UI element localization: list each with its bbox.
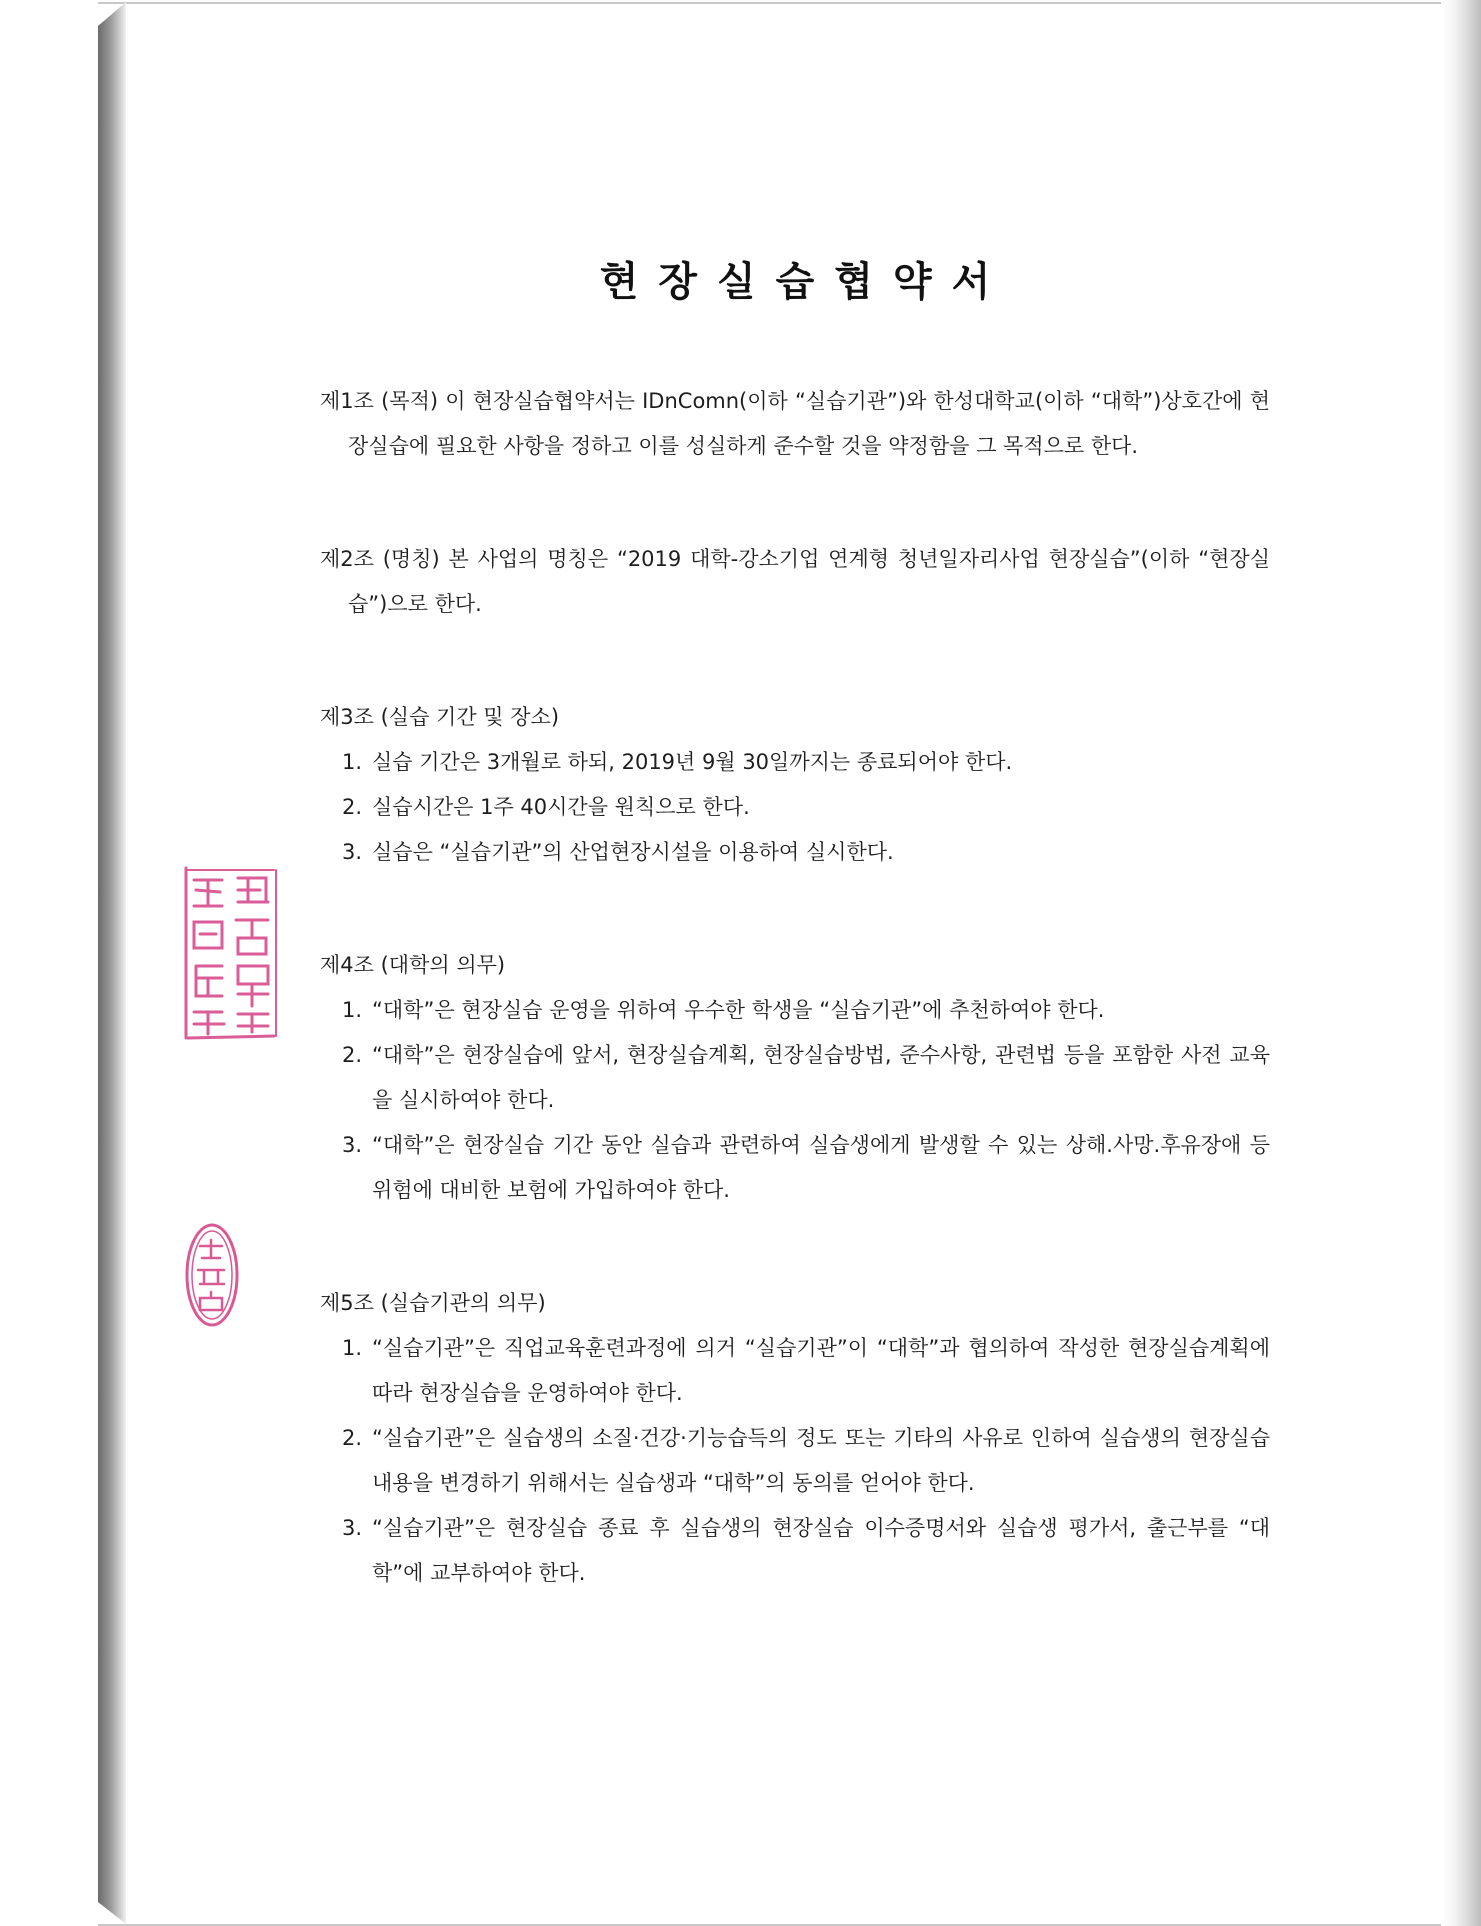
- article-5-items: [320, 1326, 1270, 1596]
- article-5: [320, 1281, 1270, 1596]
- article-3-heading: 제3조 (실습 기간 및 장소): [320, 705, 560, 729]
- article-5-heading: 제5조 (실습기관의 의무): [320, 1291, 546, 1315]
- document-body: [320, 250, 1270, 1664]
- square-seal-stamp-icon: [182, 866, 280, 1042]
- document-title: 현장실습협약서: [599, 259, 1011, 305]
- round-seal-stamp-icon: [184, 1222, 240, 1328]
- list-item: 3. 실습은 “실습기관”의 산업현장시설을 이용하여 실시한다.: [342, 840, 894, 864]
- article-3: [320, 695, 1270, 875]
- article-1-text: 제1조 (목적) 이 현장실습협약서는 IDnComn(이하 “실습기관”)와 한성대학교(이하 “대학”)상호간에 현장실습에 필요한 사항을 정하고 이를 성실하게 준수할 것을 약정함을 그 목적으로 한다.: [320, 389, 1270, 458]
- list-item: 2. “대학”은 현장실습에 앞서, 현장실습계획, 현장실습방법, 준수사항, 관련법 등을 포함한 사전 교육을 실시하여야 한다.: [342, 1043, 1270, 1112]
- article-4: [320, 943, 1270, 1213]
- list-item: 3. “실습기관”은 현장실습 종료 후 실습생의 현장실습 이수증명서와 실습생 평가서, 출근부를 “대학”에 교부하여야 한다.: [342, 1516, 1270, 1585]
- article-2: [320, 537, 1270, 627]
- page-right-edge-shadow: [1441, 0, 1481, 1926]
- list-item: 2. “실습기관”은 실습생의 소질·건강·기능습득의 정도 또는 기타의 사유로 인하여 실습생의 현장실습내용을 변경하기 위해서는 실습생과 “대학”의 동의를 얻어야 한다.: [342, 1426, 1270, 1495]
- article-1: [320, 379, 1270, 469]
- list-item: 3. “대학”은 현장실습 기간 동안 실습과 관련하여 실습생에게 발생할 수 있는 상해.사망.후유장애 등 위험에 대비한 보험에 가입하여야 한다.: [342, 1133, 1270, 1202]
- list-item: 2. 실습시간은 1주 40시간을 원칙으로 한다.: [342, 795, 750, 819]
- page-left-edge-shadow: [98, 2, 126, 1924]
- list-item: 1. “대학”은 현장실습 운영을 위하여 우수한 학생을 “실습기관”에 추천하여야 한다.: [342, 998, 1105, 1022]
- article-4-heading: 제4조 (대학의 의무): [320, 953, 506, 977]
- list-item: 1. “실습기관”은 직업교육훈련과정에 의거 “실습기관”이 “대학”과 협의하여 작성한 현장실습계획에 따라 현장실습을 운영하여야 한다.: [342, 1336, 1270, 1405]
- article-3-items: [320, 740, 1270, 875]
- article-4-items: [320, 988, 1270, 1213]
- list-item: 1. 실습 기간은 3개월로 하되, 2019년 9월 30일까지는 종료되어야 한다.: [342, 750, 1013, 774]
- article-2-text: 제2조 (명칭) 본 사업의 명칭은 “2019 대학-강소기업 연계형 청년일자리사업 현장실습”(이하 “현장실습”)으로 한다.: [320, 547, 1270, 616]
